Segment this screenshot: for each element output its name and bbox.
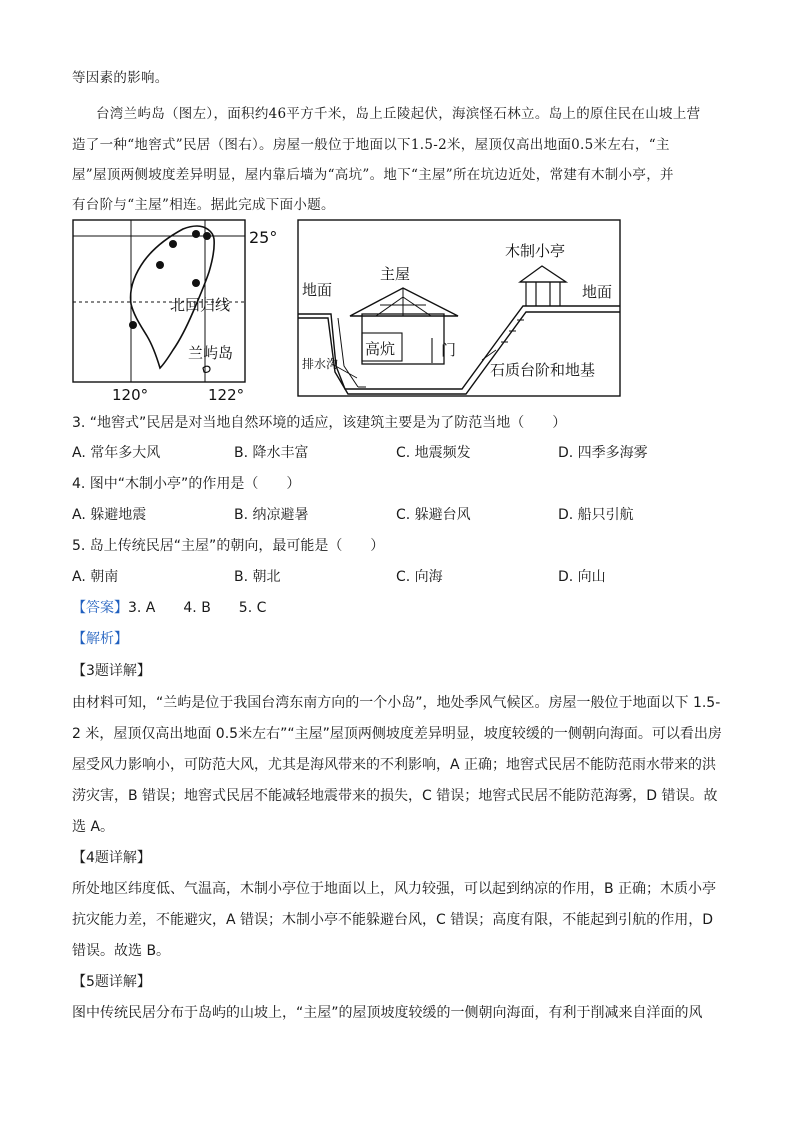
- intro-line: 等因素的影响。: [72, 70, 169, 86]
- main-house-label: 主屋: [380, 265, 411, 283]
- detail-3-line: 屋受风力影响小，可防范大风，尤其是海风带来的不利影响，A 正确；地窖式民居不能防范雨水带来的洪: [72, 757, 717, 773]
- intro-line: 台湾兰屿岛（图左），面积约46平方千米，岛上丘陵起伏，海滨怪石林立。岛上的原住民在山坡上营: [96, 106, 701, 122]
- question-5-option-b[interactable]: B. 朝北: [234, 569, 281, 585]
- intro-line: 造了一种“地窖式”民居（图右）。房屋一般位于地面以下1.5-2米，屋顶仅高出地面0.5米左右，“主: [72, 137, 670, 153]
- village-dot: [129, 321, 137, 329]
- question-4-option-d[interactable]: D. 船只引航: [558, 507, 634, 523]
- latitude-label: 25°: [249, 228, 278, 247]
- question-3-option-c[interactable]: C. 地震频发: [396, 445, 471, 461]
- tropic-label: 北回归线: [170, 296, 231, 314]
- question-3-stem: 3. “地窖式”民居是对当地自然环境的适应，该建筑主要是为了防范当地（ ）: [72, 415, 567, 431]
- analysis-label: 【解析】: [72, 631, 128, 647]
- question-3-option-d[interactable]: D. 四季多海雾: [558, 445, 648, 461]
- pavilion-label: 木制小亭: [505, 242, 566, 260]
- village-dot: [203, 232, 211, 240]
- detail-4-title: 【4题详解】: [72, 850, 151, 866]
- ground-left-label: 地面: [302, 281, 333, 299]
- village-dot: [156, 261, 164, 269]
- longitude-right-label: 122°: [208, 386, 245, 404]
- detail-4-line: 抗灾能力差，不能避灾，A 错误；木制小亭不能躲避台风，C 错误；高度有限，不能起到引航的作用，D: [72, 912, 714, 928]
- lanyu-island-shape: [203, 366, 210, 372]
- detail-3-line: 选 A。: [72, 819, 115, 835]
- question-3-option-b[interactable]: B. 降水丰富: [234, 445, 309, 461]
- question-5-option-a[interactable]: A. 朝南: [72, 569, 119, 585]
- village-dot: [192, 230, 200, 238]
- detail-4-line: 错误。故选 B。: [72, 943, 171, 959]
- intro-line: 屋”屋顶两侧坡度差异明显，屋内靠后墙为“高坑”。地下“主屋”所在坑边近处，常建有木制小亭，并: [72, 167, 674, 183]
- detail-3-line: 2 米，屋顶仅高出地面 0.5米左右”“主屋”屋顶两侧坡度差异明显，坡度较缓的一侧朝向海面。可以看出房: [72, 726, 722, 742]
- question-4-option-b[interactable]: B. 纳凉避暑: [234, 507, 309, 523]
- figures: [0, 210, 794, 410]
- question-5-stem: 5. 岛上传统民居“主屋”的朝向，最可能是（ ）: [72, 538, 385, 554]
- taiwan-map: [73, 220, 277, 404]
- door-label: 门: [441, 341, 457, 359]
- house-diagram: [298, 220, 620, 396]
- detail-3-line: 由材料可知，“兰屿是位于我国台湾东南方向的一个小岛”，地处季风气候区。房屋一般位于地面以下 1.5-: [72, 695, 721, 711]
- question-4-option-c[interactable]: C. 躲避台风: [396, 507, 471, 523]
- detail-3-line: 涝灾害，B 错误；地窖式民居不能减轻地震带来的损失，C 错误；地窖式民居不能防范海雾，D 错误。故: [72, 788, 718, 804]
- question-5-option-c[interactable]: C. 向海: [396, 569, 443, 585]
- answer-text: 3. A 4. B 5. C: [128, 600, 267, 616]
- village-dot: [169, 240, 177, 248]
- steps-label: 石质台阶和地基: [490, 361, 596, 379]
- detail-5-line: 图中传统民居分布于岛屿的山坡上，“主屋”的屋顶坡度较缓的一侧朝向海面，有利于削减来自洋面的风: [72, 1005, 703, 1021]
- question-4-stem: 4. 图中“木制小亭”的作用是（ ）: [72, 476, 301, 492]
- question-4-option-a[interactable]: A. 躲避地震: [72, 507, 147, 523]
- detail-3-title: 【3题详解】: [72, 663, 151, 679]
- detail-5-title: 【5题详解】: [72, 974, 151, 990]
- lanyu-label: 兰屿岛: [188, 344, 234, 362]
- longitude-left-label: 120°: [112, 386, 149, 404]
- village-dot: [192, 279, 200, 287]
- drain-label: 排水沟: [302, 357, 339, 371]
- gaokeng-label: 高炕: [365, 340, 396, 358]
- answer-label: 【答案】: [72, 600, 128, 616]
- ground-right-label: 地面: [582, 283, 613, 301]
- detail-4-line: 所处地区纬度低、气温高，木制小亭位于地面以上，风力较强，可以起到纳凉的作用，B 正确；木质小亭: [72, 881, 717, 897]
- intro-line: 有台阶与“主屋”相连。据此完成下面小题。: [72, 197, 335, 213]
- question-5-option-d[interactable]: D. 向山: [558, 569, 606, 585]
- question-3-option-a[interactable]: A. 常年多大风: [72, 445, 161, 461]
- answer-line: [72, 597, 266, 617]
